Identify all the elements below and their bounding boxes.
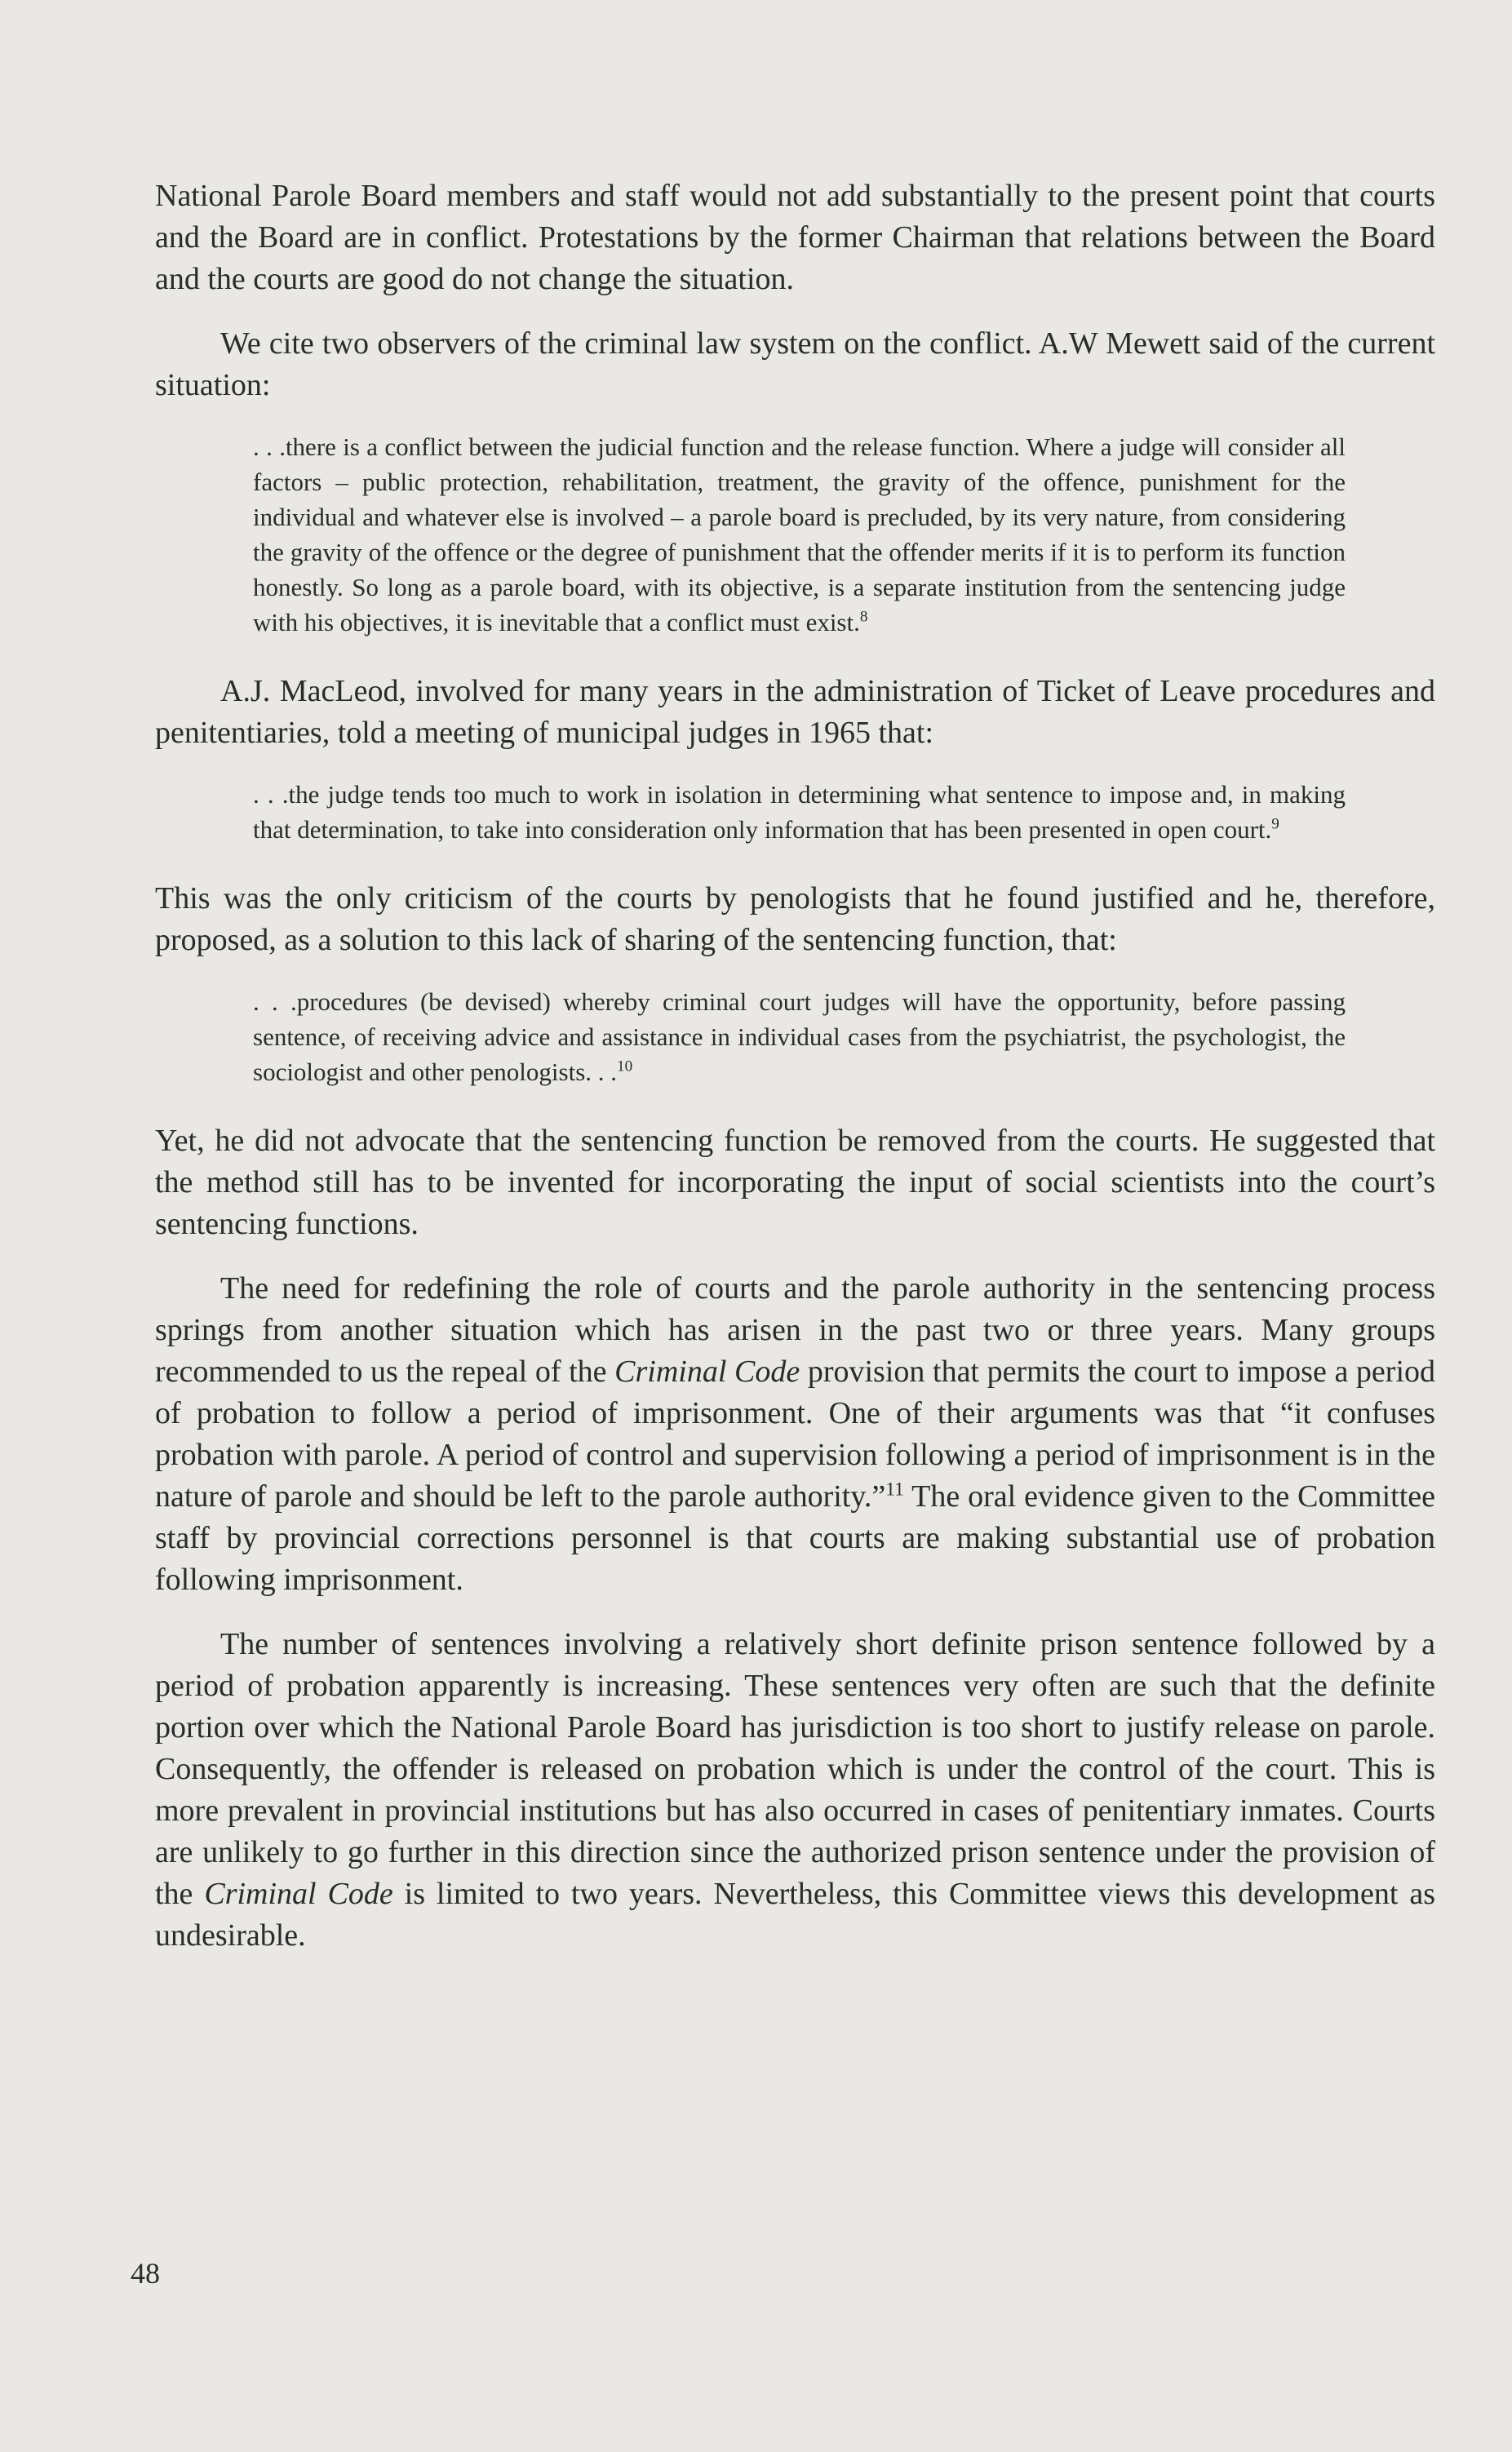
body-paragraph <box>155 175 1435 300</box>
text-span: The number of sentences involving a relatively short definite prison sentence followed by a period of probation apparently is increasing. These sentences very often are such that the definite portion over which the National Parole Board has jurisdiction is too short to justify release on parole. Consequently, the offender is released on probation which is under the control of the court. This is more prevalent in provincial institutions but has also occurred in cases of penitentiary inmates. Courts are unlikely to go further in this direction since the authorized prison sentence under the provision of the <box>155 1627 1435 1911</box>
text-span: . . .the judge tends too much to work in isolation in determining what sentence to impose and, in making that determination, to take into consideration only information that has been presented in open court. <box>253 780 1346 844</box>
page-number: 48 <box>131 2257 160 2290</box>
block-quote <box>253 984 1346 1089</box>
footnote-ref: 9 <box>1271 815 1279 833</box>
footnote-ref: 8 <box>859 608 868 626</box>
text-span: We cite two observers of the criminal law system on the conflict. A.W Mewett said of the current situation: <box>155 326 1435 402</box>
body-paragraph <box>155 1268 1435 1601</box>
body-paragraph <box>155 1120 1435 1245</box>
footnote-ref: 10 <box>617 1058 633 1075</box>
block-quote <box>253 777 1346 847</box>
footnote-ref: 11 <box>885 1479 904 1501</box>
body-paragraph <box>155 878 1435 961</box>
text-span: The oral evidence given to the Committee staff by provincial corrections personnel is that courts are making substantial use of probation following imprisonment. <box>155 1479 1436 1597</box>
body-paragraph <box>155 671 1435 754</box>
body-paragraph <box>155 323 1435 406</box>
text-span: National Parole Board members and staff would not add substantially to the present point that courts and the Board are in conflict. Protestations by the former Chairman that relations between the Board and the courts are good do not change the situation. <box>155 179 1435 296</box>
page-body <box>155 175 1435 1957</box>
text-span: . . .there is a conflict between the judicial function and the release function. Where a judge will consider all factors – public protection, rehabilitation, treatment, the gravity of the offence, punishment for the individual and whatever else is involved – a parole board is precluded, by its very nature, from considering the gravity of the offence or the degree of punishment that the offender merits if it is to perform its function honestly. So long as a parole board, with its objective, is a separate institution from the sentencing judge with his objectives, it is inevitable that a conflict must exist. <box>253 432 1346 636</box>
italic-text: Criminal Code <box>614 1355 800 1389</box>
text-span: is limited to two years. Nevertheless, this Committee views this development as undesirable. <box>155 1877 1435 1953</box>
text-span: This was the only criticism of the courts by penologists that he found justified and he, therefore, proposed, as a solution to this lack of sharing of the sentencing function, that: <box>155 881 1435 957</box>
body-paragraph <box>155 1624 1435 1957</box>
text-span: provision that permits the court to impose a period of probation to follow a period of imprisonment. One of their arguments was that “it confuses probation with parole. A period of control and supervision following a period of imprisonment is in the nature of parole and should be left to the parole authority.” <box>155 1355 1435 1514</box>
text-span: . . .procedures (be devised) whereby criminal court judges will have the opportunity, before passing sentence, of receiving advice and assistance in individual cases from the psychiatrist, the psychologist, the sociologist and other penologists. . . <box>253 987 1346 1086</box>
text-span: Yet, he did not advocate that the sentencing function be removed from the courts. He suggested that the method still has to be invented for incorporating the input of social scientists into the court’s sentencing functions. <box>155 1124 1435 1241</box>
block-quote <box>253 429 1346 640</box>
italic-text: Criminal Code <box>204 1877 393 1911</box>
text-span: The need for redefining the role of courts and the parole authority in the sentencing process springs from another situation which has arisen in the past two or three years. Many groups recommended to us the repeal of the <box>155 1271 1435 1389</box>
text-span: A.J. MacLeod, involved for many years in the administration of Ticket of Leave procedures and penitentiaries, told a meeting of municipal judges in 1965 that: <box>155 674 1435 750</box>
